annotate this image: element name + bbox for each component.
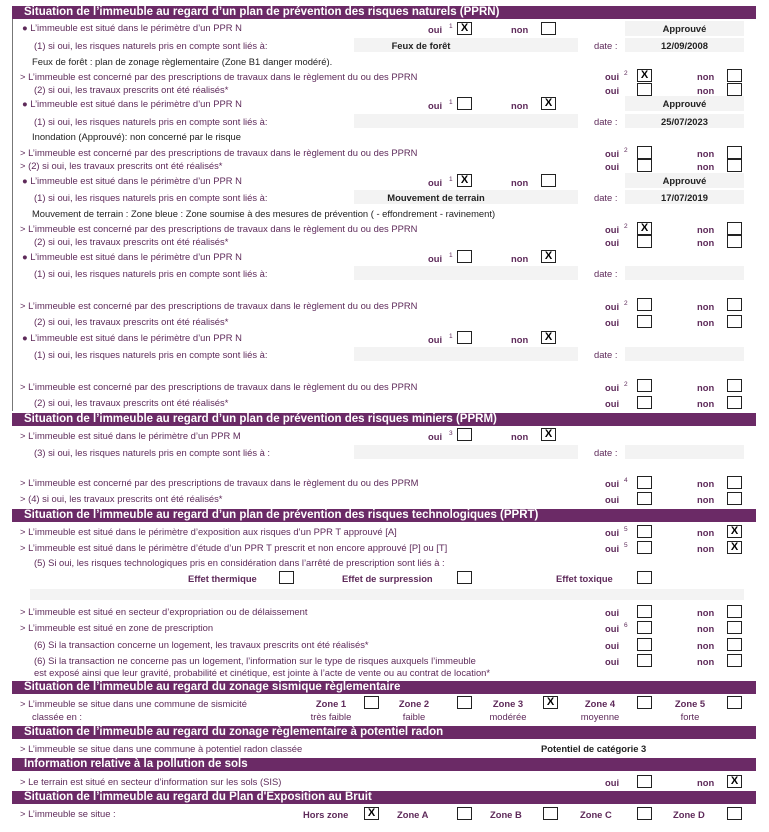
checkbox-sis-non[interactable]: X bbox=[727, 775, 742, 788]
note-1: Feux de forêt : plan de zonage règlementaire (Zone B1 danger modéré). bbox=[32, 56, 333, 67]
checkbox-pprm-trav-oui[interactable] bbox=[637, 492, 652, 505]
checkbox-non-2[interactable]: X bbox=[541, 97, 556, 110]
checkbox-trav-non-4[interactable] bbox=[727, 315, 742, 328]
checkbox-hors-zone[interactable]: X bbox=[364, 807, 379, 820]
radon-value: Potentiel de catégorie 3 bbox=[541, 743, 647, 754]
checkbox-zone-presc-oui[interactable] bbox=[637, 621, 652, 634]
checkbox-nonlog-non[interactable] bbox=[727, 654, 742, 667]
checkbox-zone-a[interactable] bbox=[457, 807, 472, 820]
checkbox-trav-oui-5[interactable] bbox=[637, 396, 652, 409]
checkbox-pprt-expo-oui[interactable] bbox=[637, 525, 652, 538]
checkbox-oui-5[interactable] bbox=[457, 331, 472, 344]
checkbox-pprm-presc-non[interactable] bbox=[727, 476, 742, 489]
section-header-radon: Situation de l’immeuble au regard du zonage règlementaire à potentiel radon bbox=[12, 726, 756, 739]
checkbox-presc-oui-3[interactable]: X bbox=[637, 222, 652, 235]
checkbox-non-3[interactable] bbox=[541, 174, 556, 187]
checkbox-effet-toxique[interactable] bbox=[637, 571, 652, 584]
section-header-bruit: Situation de l’immeuble au regard du Plan d'Exposition au Bruit bbox=[12, 791, 756, 804]
checkbox-zone-d[interactable] bbox=[727, 807, 742, 820]
risk-1: Feux de forêt bbox=[391, 40, 451, 51]
checkbox-oui-4[interactable] bbox=[457, 250, 472, 263]
checkbox-zone-b[interactable] bbox=[543, 807, 558, 820]
checkbox-sis-oui[interactable] bbox=[637, 775, 652, 788]
checkbox-trav-non-5[interactable] bbox=[727, 396, 742, 409]
checkbox-pprm-trav-non[interactable] bbox=[727, 492, 742, 505]
checkbox-expro-non[interactable] bbox=[727, 605, 742, 618]
status-1: Approuvé bbox=[662, 23, 707, 34]
checkbox-expro-oui[interactable] bbox=[637, 605, 652, 618]
checkbox-trav-non-3[interactable] bbox=[727, 235, 742, 248]
checkbox-effet-surpression[interactable] bbox=[457, 571, 472, 584]
section-header-sismique: Situation de l’immeuble au regard du zonage sismique règlementaire bbox=[12, 681, 756, 694]
checkbox-presc-oui-4[interactable] bbox=[637, 298, 652, 311]
checkbox-pprm-presc-oui[interactable] bbox=[637, 476, 652, 489]
checkbox-pprt-expo-non[interactable]: X bbox=[727, 525, 742, 538]
checkbox-non-4[interactable]: X bbox=[541, 250, 556, 263]
checkbox-oui-3[interactable]: X bbox=[457, 174, 472, 187]
checkbox-presc-non-1[interactable] bbox=[727, 69, 742, 82]
bullet-perimetre-1: ● L’immeuble est situé dans le périmètre d’un PPR N bbox=[22, 22, 242, 33]
checkbox-zone-presc-non[interactable] bbox=[727, 621, 742, 634]
checkbox-trav-oui-4[interactable] bbox=[637, 315, 652, 328]
checkbox-trav-non-1[interactable] bbox=[727, 83, 742, 96]
checkbox-presc-oui-5[interactable] bbox=[637, 379, 652, 392]
checkbox-presc-non-4[interactable] bbox=[727, 298, 742, 311]
checkbox-oui-2[interactable] bbox=[457, 97, 472, 110]
date-1: 12/09/2008 bbox=[661, 40, 708, 51]
checkbox-pprm-oui[interactable] bbox=[457, 428, 472, 441]
checkbox-zone-c[interactable] bbox=[637, 807, 652, 820]
checkbox-trav-non-2[interactable] bbox=[727, 159, 742, 172]
checkbox-oui-1[interactable]: X bbox=[457, 22, 472, 35]
checkbox-zone4[interactable] bbox=[637, 696, 652, 709]
checkbox-presc-oui-1[interactable]: X bbox=[637, 69, 652, 82]
checkbox-logement-oui[interactable] bbox=[637, 638, 652, 651]
checkbox-pprm-non[interactable]: X bbox=[541, 428, 556, 441]
checkbox-effet-thermique[interactable] bbox=[279, 571, 294, 584]
checkbox-trav-oui-2[interactable] bbox=[637, 159, 652, 172]
checkbox-zone5[interactable] bbox=[727, 696, 742, 709]
checkbox-pprt-etude-non[interactable]: X bbox=[727, 541, 742, 554]
section-header-sols: Information relative à la pollution de sols bbox=[12, 758, 756, 771]
oui-label: oui bbox=[428, 24, 443, 35]
checkbox-logement-non[interactable] bbox=[727, 638, 742, 651]
checkbox-trav-oui-1[interactable] bbox=[637, 83, 652, 96]
checkbox-trav-oui-3[interactable] bbox=[637, 235, 652, 248]
checkbox-presc-non-2[interactable] bbox=[727, 146, 742, 159]
checkbox-presc-non-3[interactable] bbox=[727, 222, 742, 235]
checkbox-non-1[interactable] bbox=[541, 22, 556, 35]
section-header-pprm: Situation de l’immeuble au regard d’un plan de prévention des risques miniers (PPRM) bbox=[12, 413, 756, 426]
section-header-pprt: Situation de l’immeuble au regard d’un plan de prévention des risques technologiques (PPRT) bbox=[12, 509, 756, 522]
checkbox-pprt-etude-oui[interactable] bbox=[637, 541, 652, 554]
checkbox-non-5[interactable]: X bbox=[541, 331, 556, 344]
checkbox-zone3[interactable]: X bbox=[543, 696, 558, 709]
checkbox-presc-oui-2[interactable] bbox=[637, 146, 652, 159]
checkbox-nonlog-oui[interactable] bbox=[637, 654, 652, 667]
section-header-pprn: Situation de l’immeuble au regard d’un plan de prévention des risques naturels (PPRN) bbox=[12, 6, 756, 19]
checkbox-presc-non-5[interactable] bbox=[727, 379, 742, 392]
